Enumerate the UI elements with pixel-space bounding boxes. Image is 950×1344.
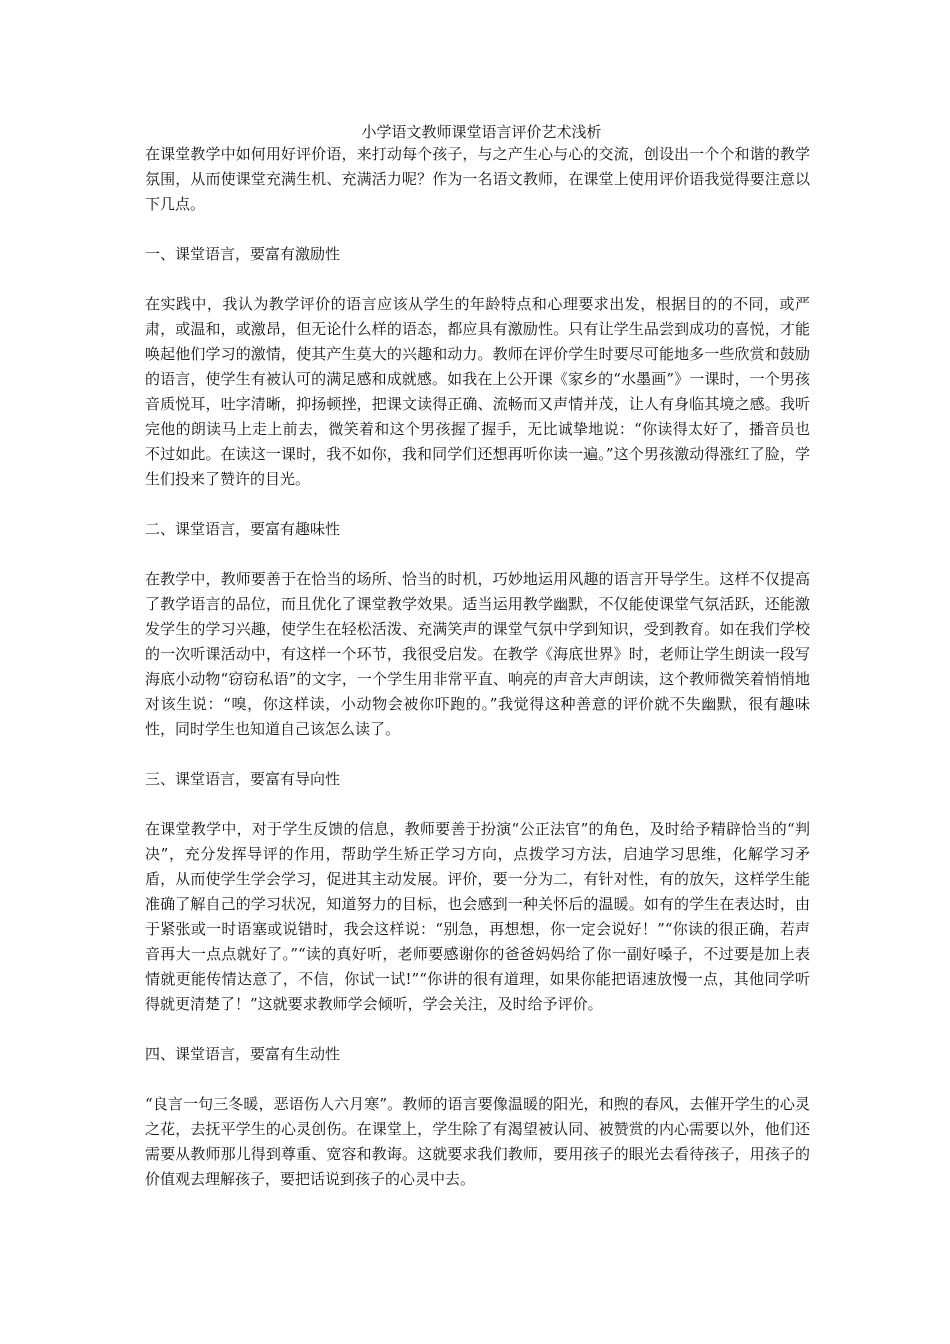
spacer <box>145 1067 810 1092</box>
section-body: 在教学中，教师要善于在恰当的场所、恰当的时机，巧妙地运用风趣的语言开导学生。这样不仅提高了教学语言的品位，而且优化了课堂教学效果。适当运用教学幽默，不仅能使课堂气氛活跃，还能激发学生的学习兴趣，使学生在轻松活泼、充满笑声的课堂气氛中学到知识，受到教育。如在我们学校的一次听课活动中，有这样一个环节，我很受启发。在教学《海底世界》时，老师让学生朗读一段写海底小动物“窃窃私语”的文字，一个学生用非常平直、响亮的声音大声朗读，这个教师微笑着悄悄地对该生说：“嗅，你这样读，小动物会被你吓跑的。”我觉得这种善意的评价就不失幽默，很有趣味性，同时学生也知道自己该怎么读了。 <box>145 570 810 738</box>
section-heading: 三、课堂语言，要富有导向性 <box>145 770 341 788</box>
spacer <box>145 742 810 767</box>
section-body: 在课堂教学中，对于学生反馈的信息，教师要善于扮演“公正法官”的角色，及时给予精辟恰当的“判决”，充分发挥导评的作用，帮助学生矫正学习方向，点拨学习方法，启迪学习思维，化解学习矛盾，从而使学生学会学习，促进其主动发展。评价，要一分为二，有针对性，有的放矢，这样学生能准确了解自己的学习状况，知道努力的目标，也会感到一种关怀后的温暖。如有的学生在表达时，由于紧张或一时语塞或说错时，我会这样说：“别急，再想想，你一定会说好！”“你读的很正确，若声音再大一点点就好了。”“读的真好听，老师要感谢你的爸爸妈妈给了你一副好嗓子，不过要是加上表情就更能传情达意了，不信，你试一试!”“你讲的很有道理，如果你能把语速放慢一点，其他同学听得就更清楚了！”这就要求教师学会倾听，学会关注，及时给予评价。 <box>145 820 810 1013</box>
spacer <box>145 217 810 242</box>
section-heading: 一、课堂语言，要富有激励性 <box>145 245 341 263</box>
spacer <box>145 792 810 817</box>
section-3 <box>145 767 810 1042</box>
document-page <box>145 122 810 1192</box>
spacer <box>145 267 810 292</box>
section-2 <box>145 517 810 767</box>
section-heading: 二、课堂语言，要富有趣味性 <box>145 520 341 538</box>
intro-paragraph: 在课堂教学中如何用好评价语，来打动每个孩子，与之产生心与心的交流，创设出一个个和谐的教学氛围，从而使课堂充满生机、充满活力呢？作为一名语文教师，在课堂上使用评价语我觉得要注意以下几点。 <box>145 145 810 213</box>
document-title: 小学语文教师课堂语言评价艺术浅析 <box>361 123 602 141</box>
section-4 <box>145 1042 810 1192</box>
section-1 <box>145 242 810 517</box>
spacer <box>145 542 810 567</box>
section-heading: 四、课堂语言，要富有生动性 <box>145 1045 341 1063</box>
section-body: “良言一句三冬暖，恶语伤人六月寒”。教师的语言要像温暖的阳光，和煦的春风，去催开学生的心灵之花，去抚平学生的心灵创伤。在课堂上，学生除了有渴望被认同、被赞赏的内心需要以外，他们还需要从教师那儿得到尊重、宽容和教诲。这就要求我们教师，要用孩子的眼光去看待孩子，用孩子的价值观去理解孩子，要把话说到孩子的心灵中去。 <box>145 1095 810 1188</box>
spacer <box>145 492 810 517</box>
spacer <box>145 1017 810 1042</box>
section-body: 在实践中，我认为教学评价的语言应该从学生的年龄特点和心理要求出发，根据目的的不同，或严肃，或温和，或激昂，但无论什么样的语态，都应具有激励性。只有让学生品尝到成功的喜悦，才能唤起他们学习的激情，使其产生莫大的兴趣和动力。教师在评价学生时要尽可能地多一些欣赏和鼓励的语言，使学生有被认可的满足感和成就感。如我在上公开课《家乡的“水墨画”》一课时，一个男孩音质悦耳，吐字清晰，抑扬顿挫，把课文读得正确、流畅而又声情并茂，让人有身临其境之感。我听完他的朗读马上走上前去，微笑着和这个男孩握了握手，无比诚挚地说：“你读得太好了，播音员也不过如此。在读这一课时，我不如你，我和同学们还想再听你读一遍。”这个男孩激动得涨红了脸，学生们投来了赞许的目光。 <box>145 295 810 488</box>
